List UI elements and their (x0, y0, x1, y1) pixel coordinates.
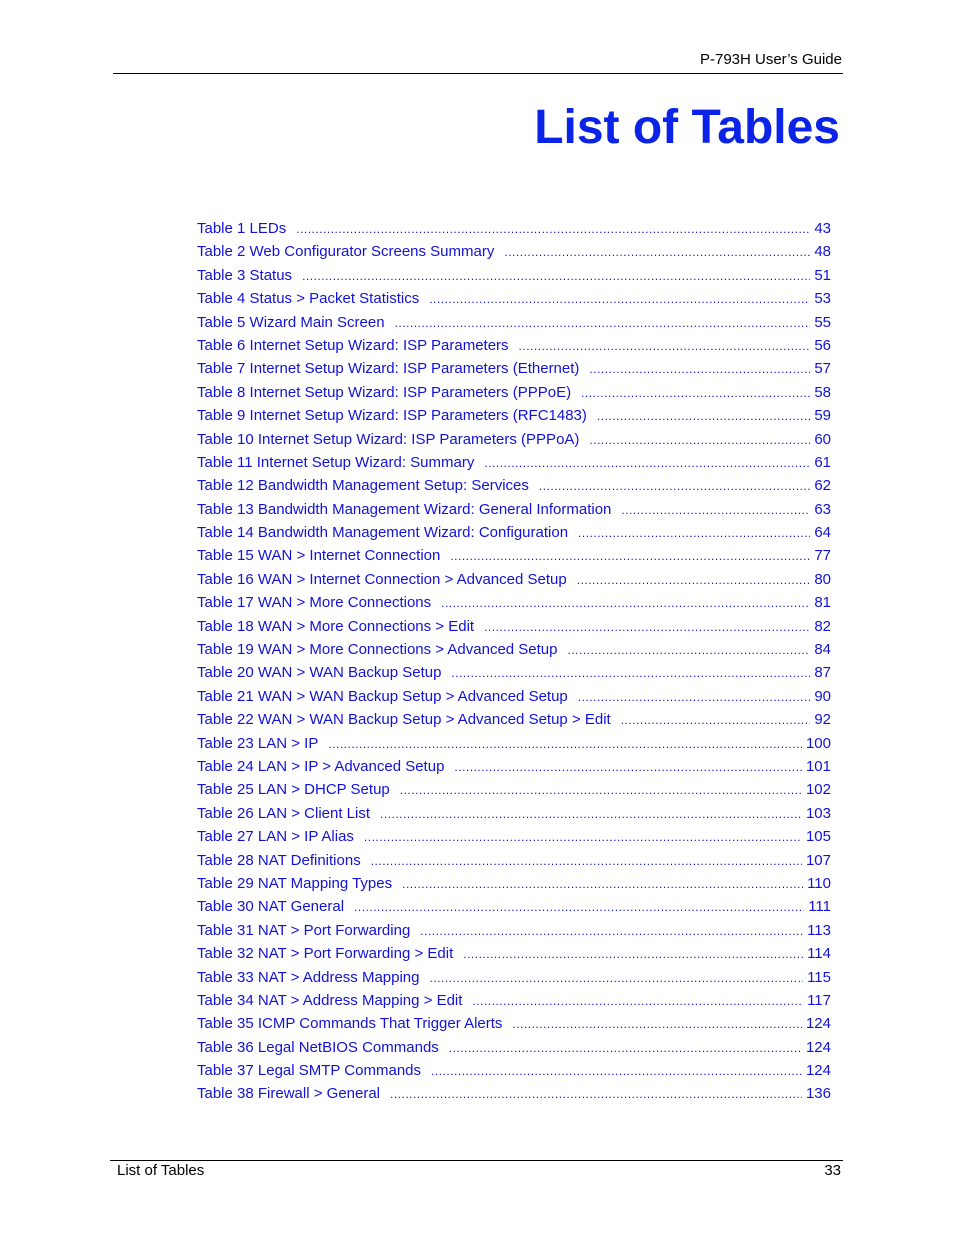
toc-entry-title[interactable]: Table 27 LAN > IP Alias (197, 828, 354, 846)
toc-entry-page-number[interactable]: 124 (805, 1015, 831, 1033)
toc-entry[interactable] (197, 825, 831, 848)
toc-entry-title[interactable]: Table 6 Internet Setup Wizard: ISP Parameters (197, 336, 509, 354)
toc-entry[interactable] (197, 357, 831, 380)
toc-dot-leader (568, 639, 811, 662)
toc-dot-leader (430, 967, 804, 990)
toc-entry-title[interactable]: Table 13 Bandwidth Management Wizard: General Information (197, 500, 612, 518)
toc-entry-page-number[interactable]: 43 (814, 220, 831, 237)
toc-entry-title[interactable]: Table 8 Internet Setup Wizard: ISP Parameters (PPPoE) (197, 383, 572, 401)
toc-dot-leader (512, 1013, 802, 1036)
toc-entry-page-number[interactable]: 124 (805, 1062, 831, 1080)
toc-dot-leader (472, 990, 803, 1013)
toc-dot-leader (328, 733, 802, 756)
toc-entry-page-number[interactable]: 58 (814, 383, 831, 401)
toc-entry-title[interactable]: Table 35 ICMP Commands That Trigger Alerts (197, 1015, 503, 1033)
toc-entry[interactable] (197, 615, 831, 638)
toc-entry-page-number[interactable]: 61 (814, 453, 831, 471)
toc-entry[interactable] (197, 1036, 831, 1059)
toc-entry-page-number[interactable]: 117 (807, 991, 831, 1009)
toc-dot-leader (577, 569, 811, 592)
toc-dot-leader (504, 241, 810, 264)
toc-dot-leader (431, 1060, 802, 1083)
toc-entry-title[interactable]: Table 33 NAT > Address Mapping (197, 968, 420, 986)
toc-entry-page-number[interactable]: 114 (807, 945, 831, 963)
toc-entry[interactable] (197, 498, 831, 521)
toc-entry-page-number[interactable]: 111 (808, 898, 831, 916)
toc-entry-title[interactable]: Table 14 Bandwidth Management Wizard: Configuration (197, 524, 569, 542)
toc-entry-title[interactable]: Table 9 Internet Setup Wizard: ISP Parameters (RFC1483) (197, 407, 587, 425)
toc-entry-page-number[interactable]: 77 (814, 547, 831, 565)
toc-entry-title[interactable]: Table 26 LAN > Client List (197, 804, 371, 822)
toc-entry-page-number[interactable]: 82 (814, 617, 831, 635)
toc-entry-title[interactable]: Table 21 WAN > WAN Backup Setup > Advanced Setup (197, 687, 568, 705)
toc-entry-title[interactable]: Table 20 WAN > WAN Backup Setup (197, 664, 442, 682)
toc-entry[interactable] (197, 334, 831, 357)
toc-dot-leader (354, 896, 804, 919)
toc-dot-leader (519, 335, 811, 358)
toc-entry[interactable] (197, 428, 831, 451)
toc-entry[interactable] (197, 708, 831, 731)
page-title: List of Tables (534, 101, 840, 154)
toc-entry-title[interactable]: Table 4 Status > Packet Statistics (197, 290, 420, 308)
toc-entry-title[interactable]: Table 29 NAT Mapping Types (197, 874, 393, 892)
toc-entry[interactable] (197, 1059, 831, 1082)
toc-entry[interactable] (197, 942, 831, 965)
toc-entry-page-number[interactable]: 64 (814, 524, 831, 542)
toc-entry-page-number[interactable]: 56 (814, 336, 831, 354)
toc-entry-page-number[interactable]: 87 (814, 664, 831, 682)
toc-entry-page-number[interactable]: 103 (805, 804, 831, 822)
toc-dot-leader (441, 592, 810, 615)
toc-entry-page-number[interactable]: 105 (805, 828, 831, 846)
toc-dot-leader (484, 616, 810, 639)
toc-dot-leader (390, 1083, 802, 1106)
toc-entry-title[interactable]: Table 37 Legal SMTP Commands (197, 1062, 422, 1080)
toc-entry-title[interactable]: Table 5 Wizard Main Screen (197, 313, 385, 331)
toc-entry-page-number[interactable]: 102 (805, 781, 831, 799)
toc-entry-page-number[interactable]: 107 (805, 851, 831, 869)
toc-dot-leader (371, 850, 802, 873)
toc-entry[interactable] (197, 966, 831, 989)
footer-section-title: List of Tables (117, 1162, 205, 1179)
toc-entry[interactable] (197, 521, 831, 544)
toc-entry-page-number[interactable]: 124 (805, 1038, 831, 1056)
toc-entry-page-number[interactable]: 63 (814, 500, 831, 518)
toc-entry-title[interactable]: Table 3 Status (197, 266, 293, 284)
toc-entry-title[interactable]: Table 30 NAT General (197, 898, 345, 916)
toc-entry-page-number[interactable]: 84 (814, 641, 831, 659)
toc-entry-title[interactable]: Table 34 NAT > Address Mapping > Edit (197, 991, 463, 1009)
toc-entry[interactable] (197, 217, 831, 240)
toc-entry[interactable] (197, 591, 831, 614)
toc-entry-page-number[interactable]: 113 (807, 921, 831, 939)
toc-entry-page-number[interactable]: 81 (814, 594, 831, 612)
toc-entry-title[interactable]: Table 16 WAN > Internet Connection > Advanced Setup (197, 570, 567, 588)
toc-entry[interactable] (197, 849, 831, 872)
toc-dot-leader (395, 312, 811, 335)
toc-entry[interactable] (197, 474, 831, 497)
toc-entry[interactable] (197, 1082, 831, 1105)
toc-entry-page-number[interactable]: 80 (814, 570, 831, 588)
toc-entry-page-number[interactable]: 136 (805, 1085, 831, 1103)
toc-dot-leader (589, 429, 810, 452)
toc-entry[interactable] (197, 872, 831, 895)
toc-entry-title[interactable]: Table 31 NAT > Port Forwarding (197, 921, 411, 939)
toc-entry-page-number[interactable]: 59 (814, 407, 831, 425)
toc-dot-leader (621, 709, 811, 732)
toc-entry-page-number[interactable]: 53 (814, 290, 831, 308)
toc-dot-leader (484, 452, 810, 475)
toc-dot-leader (400, 779, 802, 802)
toc-entry-title[interactable]: Table 18 WAN > More Connections > Edit (197, 617, 475, 635)
toc-entry[interactable] (197, 287, 831, 310)
toc-entry-title[interactable]: Table 24 LAN > IP > Advanced Setup (197, 757, 445, 775)
toc-entry[interactable] (197, 802, 831, 825)
toc-dot-leader (621, 499, 810, 522)
toc-entry-title[interactable]: Table 32 NAT > Port Forwarding > Edit (197, 945, 454, 963)
toc-entry-page-number[interactable]: 92 (814, 711, 831, 729)
toc-entry-title[interactable]: Table 23 LAN > IP (197, 734, 319, 752)
toc-entry-title[interactable]: Table 2 Web Configurator Screens Summary (197, 243, 495, 261)
toc-entry[interactable] (197, 755, 831, 778)
header-divider (113, 73, 843, 74)
toc-entry-page-number[interactable]: 51 (814, 266, 831, 284)
toc-entry-page-number[interactable]: 55 (814, 313, 831, 331)
toc-dot-leader (429, 288, 810, 311)
toc-entry[interactable] (197, 264, 831, 287)
footer-divider (110, 1160, 843, 1161)
toc-entry[interactable] (197, 638, 831, 661)
toc-dot-leader (451, 662, 810, 685)
toc-entry-title[interactable]: Table 38 Firewall > General (197, 1085, 381, 1103)
toc-entry-page-number[interactable]: 115 (807, 968, 831, 986)
toc-entry-page-number[interactable]: 57 (814, 360, 831, 378)
toc-dot-leader (597, 405, 810, 428)
toc-dot-leader (581, 382, 810, 405)
toc-entry-title[interactable]: Table 17 WAN > More Connections (197, 594, 432, 612)
toc-dot-leader (449, 1037, 802, 1060)
toc-entry[interactable] (197, 311, 831, 334)
toc-entry[interactable] (197, 544, 831, 567)
toc-entry-page-number[interactable]: 110 (807, 874, 831, 892)
toc-dot-leader (296, 218, 810, 241)
toc-entry-page-number[interactable]: 90 (814, 687, 831, 705)
toc-entry[interactable] (197, 919, 831, 942)
toc-dot-leader (589, 358, 810, 381)
toc-dot-leader (578, 522, 810, 545)
toc-entry-title[interactable]: Table 19 WAN > More Connections > Advanced Setup (197, 641, 558, 659)
toc-entry[interactable] (197, 732, 831, 755)
toc-entry-title[interactable]: Table 12 Bandwidth Management Setup: Services (197, 477, 529, 495)
toc-dot-leader (463, 943, 803, 966)
toc-entry-page-number[interactable]: 62 (814, 477, 831, 495)
toc-entry[interactable] (197, 568, 831, 591)
toc-entry[interactable] (197, 404, 831, 427)
toc-entry-title[interactable]: Table 15 WAN > Internet Connection (197, 547, 441, 565)
toc-dot-leader (402, 873, 803, 896)
header-guide-title: P-793H User’s Guide (699, 51, 842, 68)
toc-entry[interactable] (197, 661, 831, 684)
toc-dot-leader (302, 265, 810, 288)
toc-entry-page-number[interactable]: 60 (814, 430, 831, 448)
toc-entry[interactable] (197, 240, 831, 263)
toc-entry-title[interactable]: Table 11 Internet Setup Wizard: Summary (197, 453, 475, 471)
footer-page-number: 33 (824, 1162, 841, 1179)
toc-entry-title[interactable]: Table 36 Legal NetBIOS Commands (197, 1038, 439, 1056)
toc-entry-page-number[interactable]: 48 (814, 243, 831, 261)
toc-dot-leader (420, 920, 803, 943)
toc-entry-title[interactable]: Table 25 LAN > DHCP Setup (197, 781, 390, 799)
toc-entry-title[interactable]: Table 7 Internet Setup Wizard: ISP Parameters (Ethernet) (197, 360, 580, 378)
toc-entry[interactable] (197, 381, 831, 404)
toc-dot-leader (454, 756, 802, 779)
toc-entry-title[interactable]: Table 22 WAN > WAN Backup Setup > Advanced Setup > Edit (197, 711, 611, 729)
toc-entry[interactable] (197, 451, 831, 474)
toc-entry-page-number[interactable]: 100 (805, 734, 831, 752)
toc-dot-leader (539, 475, 810, 498)
toc-dot-leader (364, 826, 802, 849)
toc-dot-leader (450, 545, 810, 568)
toc-dot-leader (380, 803, 802, 826)
toc-entry[interactable] (197, 685, 831, 708)
toc-entry-title[interactable]: Table 28 NAT Definitions (197, 851, 361, 869)
toc-dot-leader (578, 686, 811, 709)
toc-entry[interactable] (197, 778, 831, 801)
toc-entry-title[interactable]: Table 1 LEDs (197, 220, 287, 237)
toc-entry[interactable] (197, 895, 831, 918)
toc-entry[interactable] (197, 989, 831, 1012)
table-of-contents-list (197, 217, 831, 1106)
toc-entry-title[interactable]: Table 10 Internet Setup Wizard: ISP Parameters (PPPoA) (197, 430, 580, 448)
toc-entry-page-number[interactable]: 101 (805, 757, 831, 775)
toc-entry[interactable] (197, 1012, 831, 1035)
